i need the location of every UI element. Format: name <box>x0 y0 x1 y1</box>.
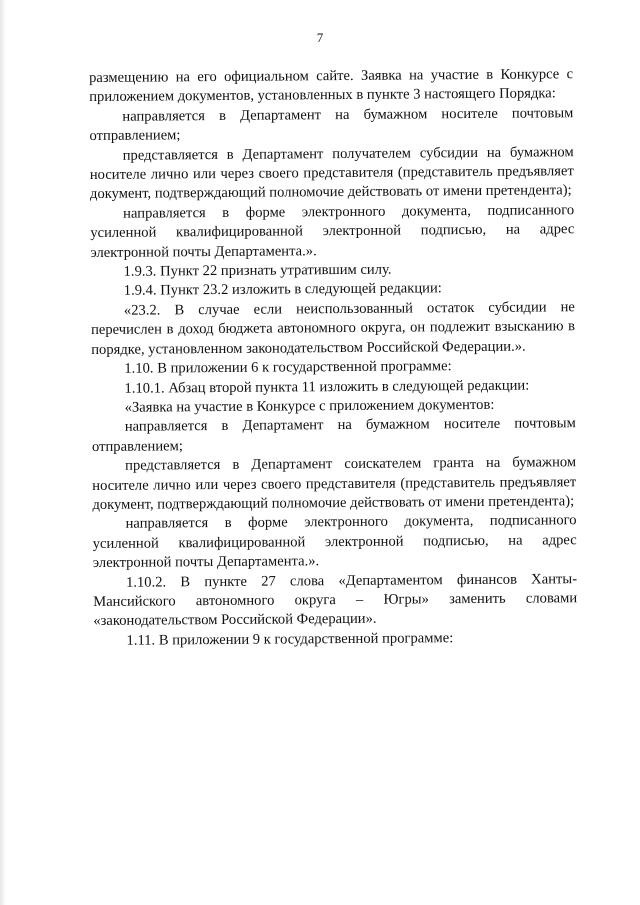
paragraph: 1.11. В приложении 9 к государственной программе: <box>126 629 454 649</box>
paragraph: 1.10.1. Абзац второй пункта 11 изложить в следующей редакции: <box>124 377 530 397</box>
paragraph: направляется в Департамент на бумажном носителе почтовым отправлением; <box>89 105 574 145</box>
paragraph: представляется в Департамент получателем субсидии на бумажном носителе лично или через своего представителя (представитель предъявляет документ, подтверждающий полномочие действовать от имени претендента); <box>89 143 574 203</box>
page-number: 7 <box>316 30 324 45</box>
paragraph: 1.10.2. В пункте 27 слова «Департаментом финансов Ханты-Мансийского автономного округа – Югры» заменить словами «законодательством Российской Федерации». <box>93 570 578 630</box>
paragraph: направляется в форме электронного документа, подписанного усиленной квалифицированной электронной подписью, на адрес электронной почты Департамента.». <box>92 512 577 572</box>
body-text <box>89 65 578 651</box>
paragraph: 1.9.4. Пункт 23.2 изложить в следующей редакции: <box>123 280 442 300</box>
scan-edge-shadow <box>0 0 6 905</box>
paragraph: 1.9.3. Пункт 22 признать утратившим силу. <box>123 261 392 280</box>
paragraph: представляется в Департамент соискателем гранта на бумажном носителе лично или через своего представителя (представитель предъявляет документ, подтверждающий полномочие действовать от имени претендента); <box>92 454 577 513</box>
paragraph: «Заявка на участие в Конкурсе с приложением документов: <box>124 396 495 416</box>
paragraph: направляется в Департамент на бумажном носителе почтовым отправлением; <box>91 415 576 455</box>
paragraph: «23.2. В случае если неиспользованный остаток субсидии не перечислен в доход бюджета автономного округа, он подлежит взысканию в порядке, установленном законодательством Российской Федерации.». <box>90 299 576 358</box>
paragraph: размещению на его официальном сайте. Заявка на участие в Конкурсе с приложением документов, установленных в пункте 3 настоящего Порядка: <box>89 66 574 106</box>
paragraph: 1.10. В приложении 6 к государственной программе: <box>124 358 452 377</box>
paragraph: направляется в форме электронного документа, подписанного усиленной квалифицированной электронной подписью, на адрес электронной почты Департамента.». <box>90 202 575 261</box>
